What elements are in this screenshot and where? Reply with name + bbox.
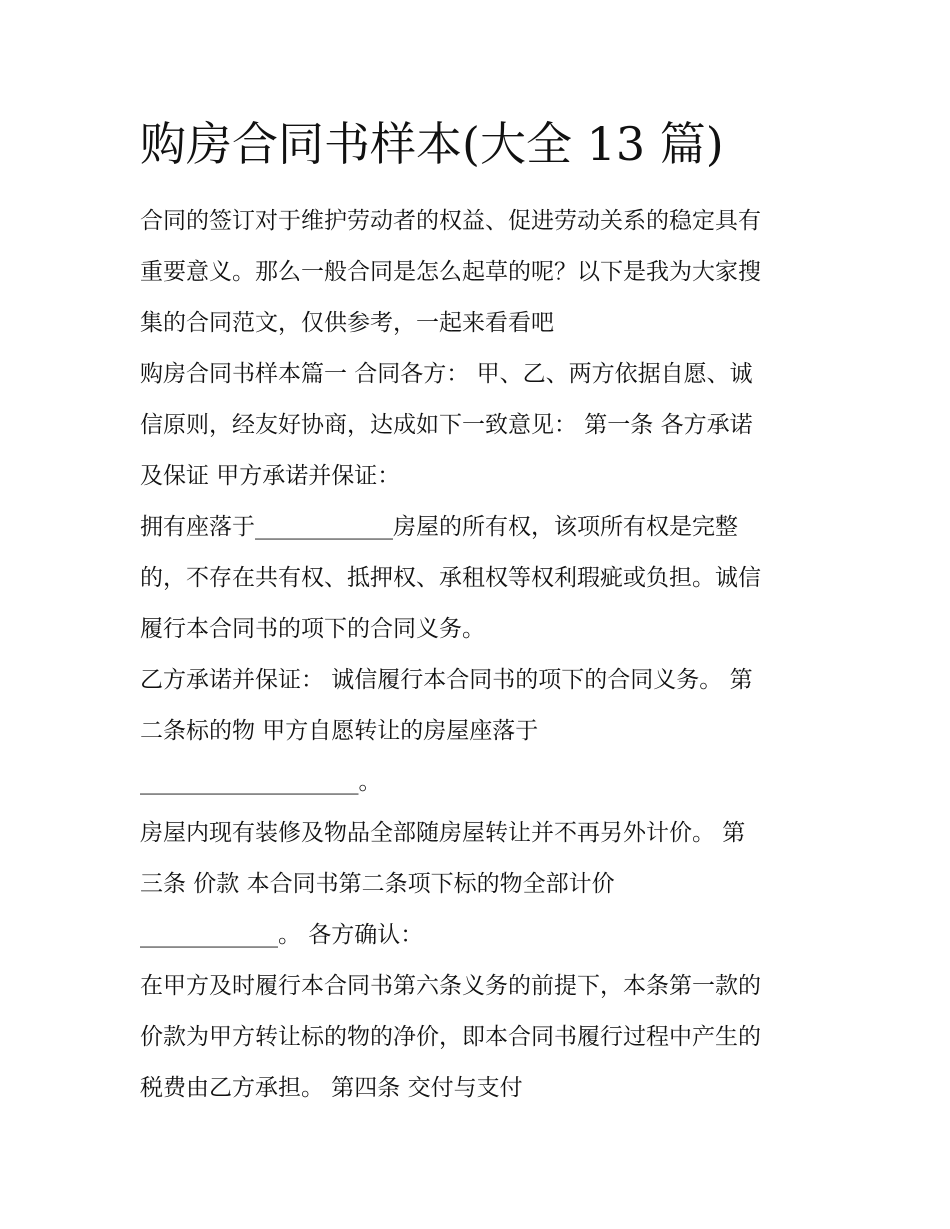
text-line: 在甲方及时履行本合同书第六条义务的前提下，本条第一款的 [140,973,761,999]
text-line: 二条标的物 甲方自愿转让的房屋座落于 [140,718,539,744]
text-line: 重要意义。那么一般合同是怎么起草的呢？以下是我为大家搜 [140,259,761,285]
document-page [140,0,830,1229]
text-line: 信原则，经友好协商，达成如下一致意见： 第一条 各方承诺 [140,412,753,438]
document-body [140,196,830,1114]
text-line: 税费由乙方承担。 第四条 交付与支付 [140,1075,523,1101]
text-line: 及保证 甲方承诺并保证： [140,463,401,489]
text-line: 合同的签订对于维护劳动者的权益、促进劳动关系的稳定具有 [140,208,761,234]
text-line: 拥有座落于____________房屋的所有权，该项所有权是完整 [140,514,738,540]
text-line: 的，不存在共有权、抵押权、承租权等权利瑕疵或负担。诚信 [140,565,761,591]
text-line: 集的合同范文，仅供参考，一起来看看吧 [140,310,554,336]
text-line: ___________________。 [140,769,382,795]
text-line: ____________。 各方确认： [140,922,424,948]
text-line: 价款为甲方转让标的物的净价，即本合同书履行过程中产生的 [140,1024,761,1050]
text-line: 购房合同书样本篇一 合同各方： 甲、乙、两方依据自愿、诚 [140,361,753,387]
text-line: 履行本合同书的项下的合同义务。 [140,616,485,642]
document-title: 购房合同书样本(大全 13 篇) [140,117,724,171]
text-line: 乙方承诺并保证： 诚信履行本合同书的项下的合同义务。 第 [140,667,753,693]
text-line: 三条 价款 本合同书第二条项下标的物全部计价 [140,871,615,897]
text-line: 房屋内现有装修及物品全部随房屋转让并不再另外计价。 第 [140,820,746,846]
